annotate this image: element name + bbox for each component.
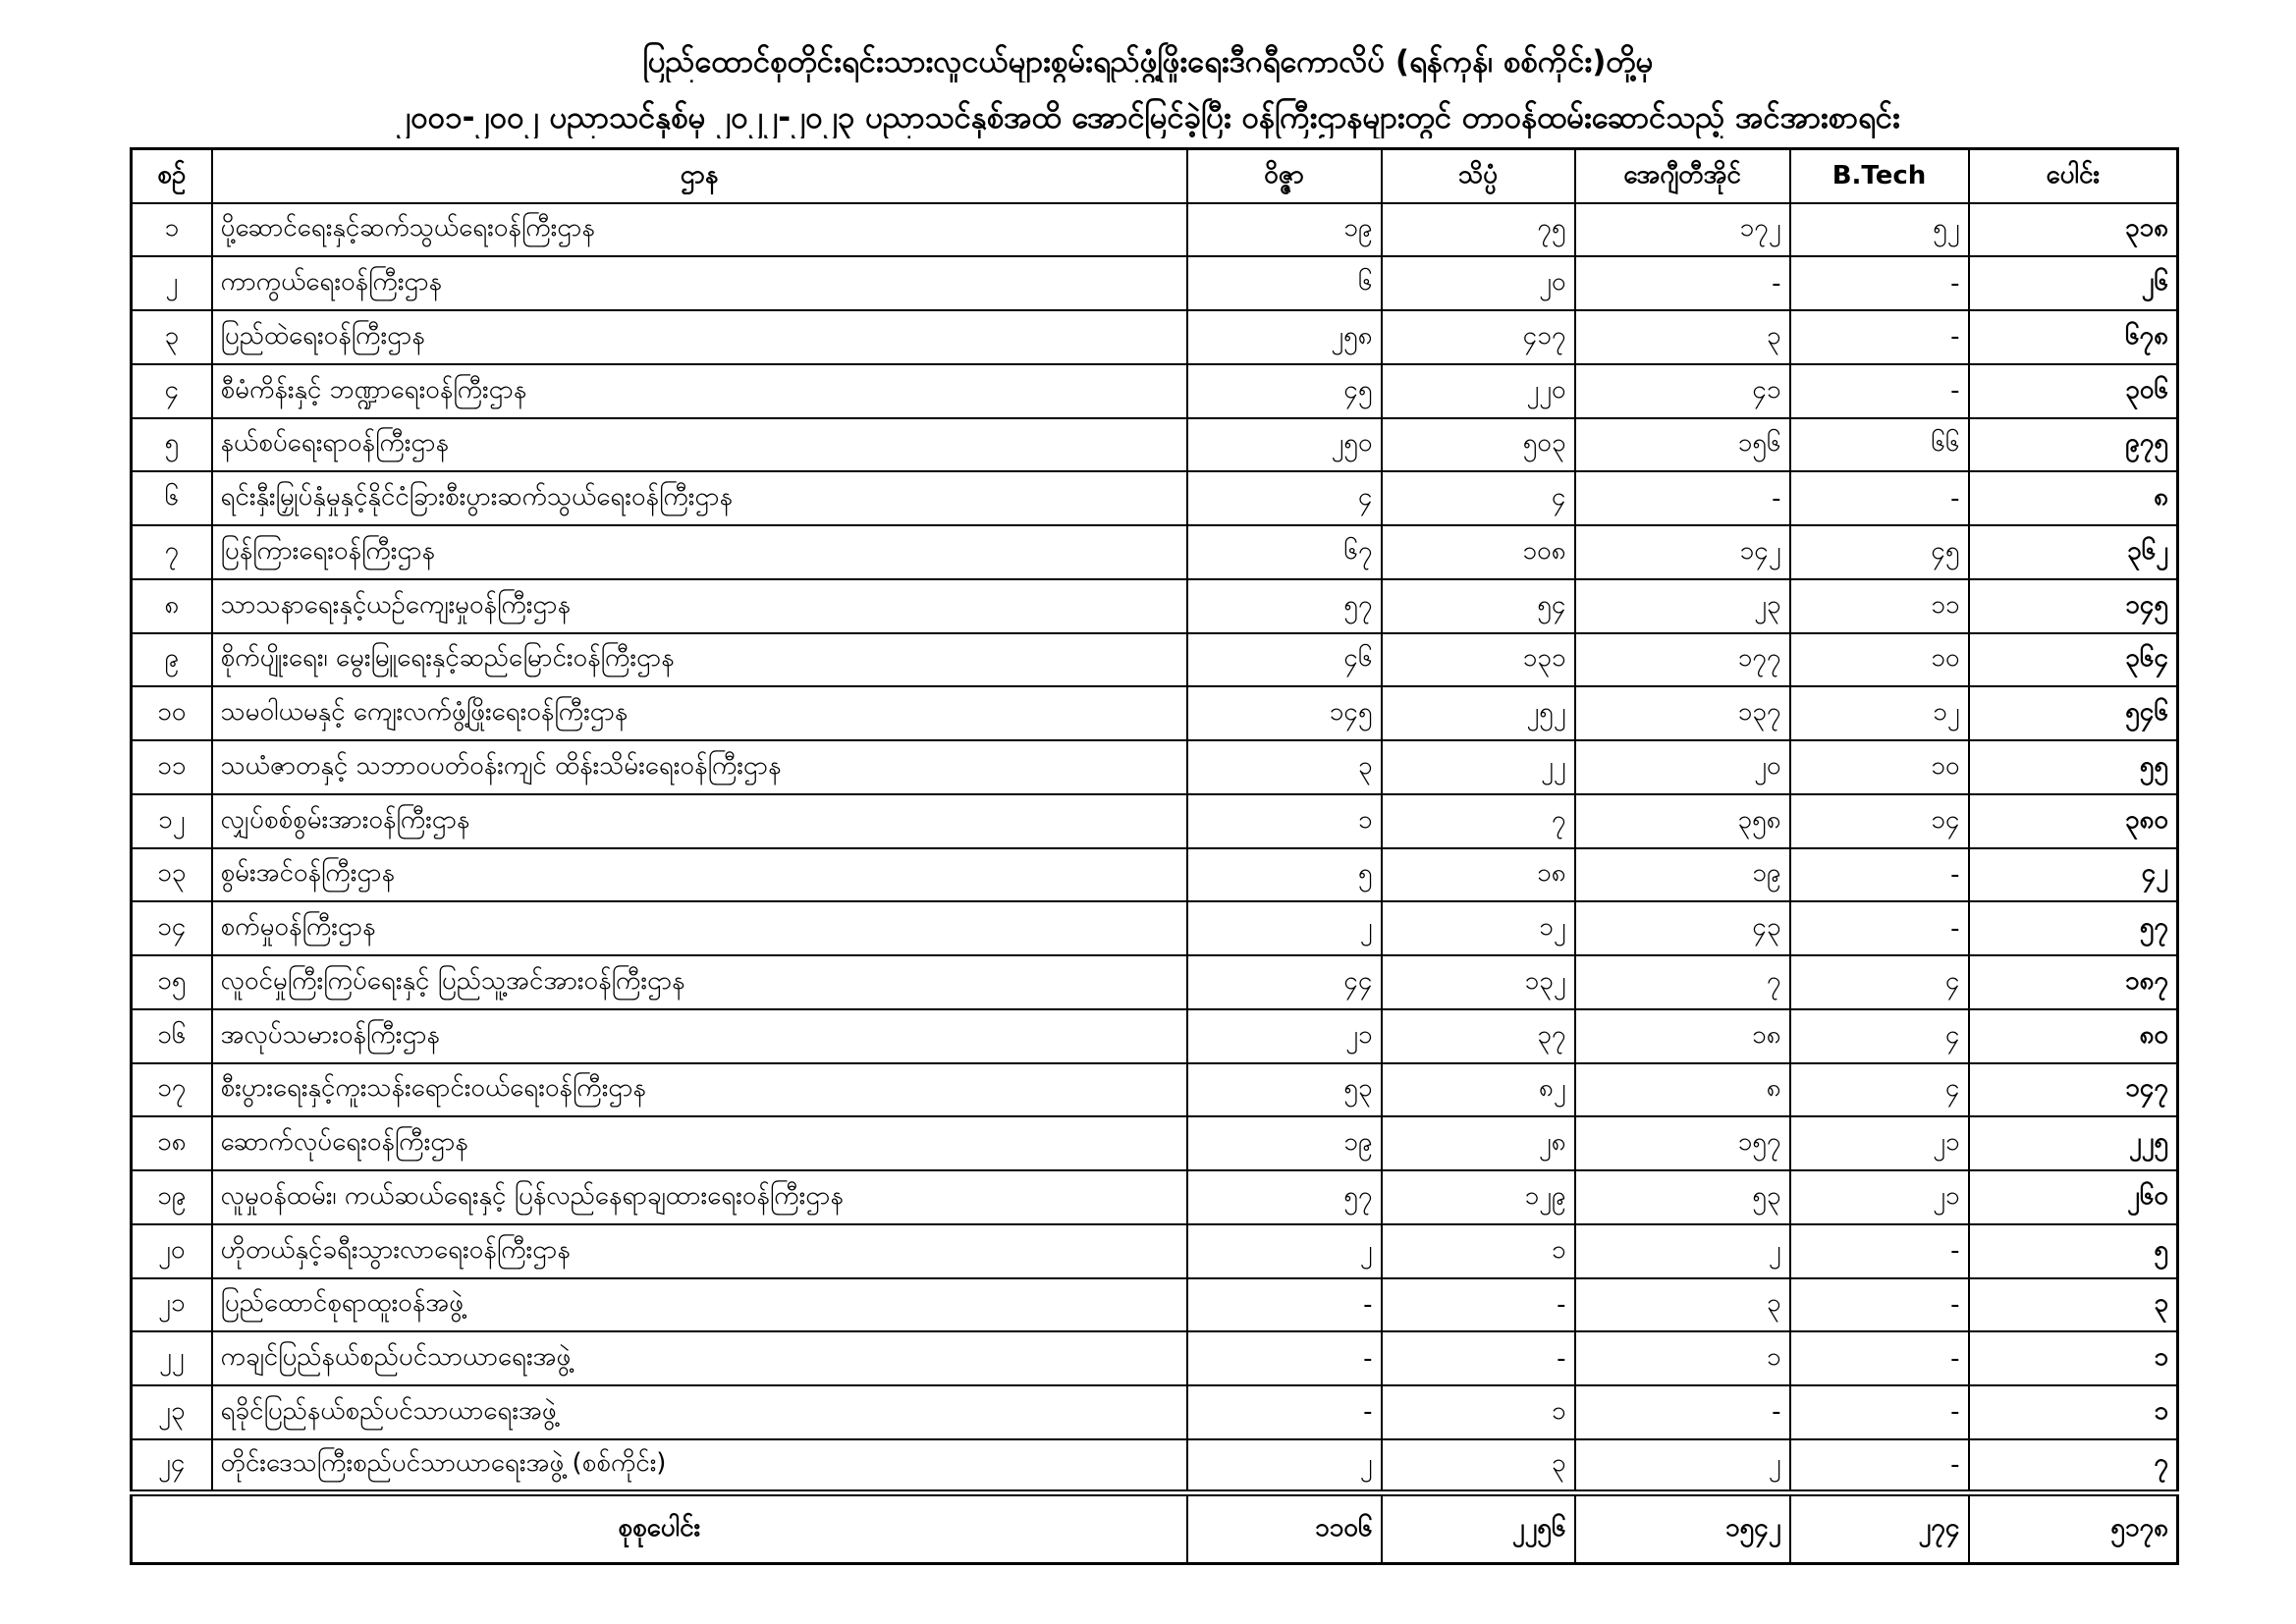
table-row bbox=[132, 1439, 2178, 1493]
table-row bbox=[132, 1385, 2178, 1439]
header-agti: အေဂျီတီအိုင် bbox=[1575, 149, 1790, 203]
grand-total-label: စုစုပေါင်း bbox=[132, 1493, 1187, 1564]
table-row bbox=[132, 1116, 2178, 1170]
row-total-cell: ၅ bbox=[1969, 1224, 2178, 1278]
row-total-cell: ၉၇၅ bbox=[1969, 418, 2178, 472]
department-cell: ရင်းနှီးမြှုပ်နှံမှုနှင့်နိုင်ငံခြားစီးပွားဆက်သွယ်ရေးဝန်ကြီးဌာန bbox=[212, 471, 1187, 525]
table-row bbox=[132, 471, 2178, 525]
agti-cell: ၂ bbox=[1575, 1224, 1790, 1278]
arts-cell: ၂၅၀ bbox=[1187, 418, 1382, 472]
grand-total-science: ၂၂၅၆ bbox=[1382, 1493, 1575, 1564]
agti-cell: ၅၃ bbox=[1575, 1170, 1790, 1224]
serial-cell: ၁၁ bbox=[132, 740, 212, 794]
science-cell: ၂၀ bbox=[1382, 256, 1575, 310]
arts-cell: ၆၇ bbox=[1187, 525, 1382, 579]
serial-cell: ၆ bbox=[132, 471, 212, 525]
row-total-cell: ၈ bbox=[1969, 471, 2178, 525]
serial-cell: ၄ bbox=[132, 364, 212, 418]
department-cell: စီးပွားရေးနှင့်ကူးသန်းရောင်းဝယ်ရေးဝန်ကြီးဌာန bbox=[212, 1063, 1187, 1117]
arts-cell: ၁၉ bbox=[1187, 203, 1382, 257]
agti-cell: ၄၁ bbox=[1575, 364, 1790, 418]
science-cell: ၁၀၈ bbox=[1382, 525, 1575, 579]
department-cell: စက်မှုဝန်ကြီးဌာန bbox=[212, 901, 1187, 955]
arts-cell: - bbox=[1187, 1331, 1382, 1385]
btech-cell: ၁၀ bbox=[1790, 633, 1969, 687]
btech-cell: - bbox=[1790, 1278, 1969, 1332]
department-cell: ပြန်ကြားရေးဝန်ကြီးဌာန bbox=[212, 525, 1187, 579]
science-cell: ၂၅၂ bbox=[1382, 686, 1575, 740]
table-row bbox=[132, 901, 2178, 955]
department-cell: ဆောက်လုပ်ရေးဝန်ကြီးဌာန bbox=[212, 1116, 1187, 1170]
table-row bbox=[132, 310, 2178, 364]
science-cell: ၁၈ bbox=[1382, 848, 1575, 902]
header-department: ဌာန bbox=[212, 149, 1187, 203]
personnel-table bbox=[130, 147, 2179, 1565]
department-cell: ရခိုင်ပြည်နယ်စည်ပင်သာယာရေးအဖွဲ့ bbox=[212, 1385, 1187, 1439]
serial-cell: ၁၇ bbox=[132, 1063, 212, 1117]
agti-cell: ၂၀ bbox=[1575, 740, 1790, 794]
btech-cell: ၄၅ bbox=[1790, 525, 1969, 579]
arts-cell: ၄ bbox=[1187, 471, 1382, 525]
table-row bbox=[132, 1331, 2178, 1385]
arts-cell: ၅၇ bbox=[1187, 1170, 1382, 1224]
row-total-cell: ၁၄၅ bbox=[1969, 579, 2178, 633]
arts-cell: ၅၇ bbox=[1187, 579, 1382, 633]
department-cell: ဟိုတယ်နှင့်ခရီးသွားလာရေးဝန်ကြီးဌာန bbox=[212, 1224, 1187, 1278]
serial-cell: ၈ bbox=[132, 579, 212, 633]
arts-cell: ၂၁ bbox=[1187, 1009, 1382, 1063]
science-cell: ၇ bbox=[1382, 794, 1575, 848]
row-total-cell: ၁၄၇ bbox=[1969, 1063, 2178, 1117]
science-cell: ၄ bbox=[1382, 471, 1575, 525]
btech-cell: ၂၁ bbox=[1790, 1170, 1969, 1224]
arts-cell: ၂ bbox=[1187, 1224, 1382, 1278]
row-total-cell: ၃၀၆ bbox=[1969, 364, 2178, 418]
department-cell: ပြည်ထောင်စုရာထူးဝန်အဖွဲ့ bbox=[212, 1278, 1187, 1332]
agti-cell: ၁၅၆ bbox=[1575, 418, 1790, 472]
arts-cell: - bbox=[1187, 1278, 1382, 1332]
science-cell: ၈၂ bbox=[1382, 1063, 1575, 1117]
arts-cell: ၂၅၈ bbox=[1187, 310, 1382, 364]
table-row bbox=[132, 579, 2178, 633]
agti-cell: ၃ bbox=[1575, 1278, 1790, 1332]
agti-cell: ၈ bbox=[1575, 1063, 1790, 1117]
department-cell: ပြည်ထဲရေးဝန်ကြီးဌာန bbox=[212, 310, 1187, 364]
agti-cell: ၁၄၂ bbox=[1575, 525, 1790, 579]
title-line-1: ပြည်ထောင်စုတိုင်းရင်းသားလူငယ်များစွမ်းရည်ဖွံ့ဖြိုးရေးဒီဂရီကောလိပ် (ရန်ကုန်၊ စစ်ကိုင်း)တို့မှ bbox=[642, 44, 1654, 80]
science-cell: ၁၃၁ bbox=[1382, 633, 1575, 687]
department-cell: သယံဇာတနှင့် သဘာဝပတ်ဝန်းကျင် ထိန်းသိမ်းရေးဝန်ကြီးဌာန bbox=[212, 740, 1187, 794]
btech-cell: - bbox=[1790, 1385, 1969, 1439]
table-row bbox=[132, 203, 2178, 257]
science-cell: ၁ bbox=[1382, 1224, 1575, 1278]
serial-cell: ၂ bbox=[132, 256, 212, 310]
table-row bbox=[132, 525, 2178, 579]
serial-cell: ၂၁ bbox=[132, 1278, 212, 1332]
row-total-cell: ၄၂ bbox=[1969, 848, 2178, 902]
agti-cell: ၁၇၇ bbox=[1575, 633, 1790, 687]
agti-cell: ၁ bbox=[1575, 1331, 1790, 1385]
serial-cell: ၁၅ bbox=[132, 955, 212, 1009]
row-total-cell: ၃၆၄ bbox=[1969, 633, 2178, 687]
serial-cell: ၉ bbox=[132, 633, 212, 687]
serial-cell: ၂၄ bbox=[132, 1439, 212, 1493]
btech-cell: - bbox=[1790, 364, 1969, 418]
agti-cell: ၂၃ bbox=[1575, 579, 1790, 633]
row-total-cell: ၂၆ bbox=[1969, 256, 2178, 310]
department-cell: စိုက်ပျိုးရေး၊ မွေးမြူရေးနှင့်ဆည်မြောင်းဝန်ကြီးဌာန bbox=[212, 633, 1187, 687]
department-cell: လူမှုဝန်ထမ်း၊ ကယ်ဆယ်ရေးနှင့် ပြန်လည်နေရာချထားရေးဝန်ကြီးဌာန bbox=[212, 1170, 1187, 1224]
science-cell: ၂၈ bbox=[1382, 1116, 1575, 1170]
science-cell: ၄၁၇ bbox=[1382, 310, 1575, 364]
science-cell: ၁ bbox=[1382, 1385, 1575, 1439]
row-total-cell: ၃၈၀ bbox=[1969, 794, 2178, 848]
arts-cell: ၄၆ bbox=[1187, 633, 1382, 687]
arts-cell: ၁၉ bbox=[1187, 1116, 1382, 1170]
table-row bbox=[132, 955, 2178, 1009]
science-cell: ၅၀၃ bbox=[1382, 418, 1575, 472]
table-row bbox=[132, 633, 2178, 687]
table-row bbox=[132, 1063, 2178, 1117]
btech-cell: - bbox=[1790, 310, 1969, 364]
science-cell: ၁၂၉ bbox=[1382, 1170, 1575, 1224]
arts-cell: - bbox=[1187, 1385, 1382, 1439]
btech-cell: ၅၂ bbox=[1790, 203, 1969, 257]
btech-cell: - bbox=[1790, 256, 1969, 310]
row-total-cell: ၁၈၇ bbox=[1969, 955, 2178, 1009]
btech-cell: - bbox=[1790, 848, 1969, 902]
serial-cell: ၁၃ bbox=[132, 848, 212, 902]
title-line-2: ၂၀၀၁-၂၀၀၂ ပညာသင်နှစ်မှ ၂၀၂၂-၂၀၂၃ ပညာသင်နှစ်အထိ အောင်မြင်ခဲ့ပြီး ဝန်ကြီးဌာနများတွင် တာဝန်ထမ်းဆောင်သည့် အင်အားစာရင်း bbox=[396, 100, 1900, 135]
serial-cell: ၂၂ bbox=[132, 1331, 212, 1385]
agti-cell: ၄၃ bbox=[1575, 901, 1790, 955]
department-cell: ကချင်ပြည်နယ်စည်ပင်သာယာရေးအဖွဲ့ bbox=[212, 1331, 1187, 1385]
arts-cell: ၆ bbox=[1187, 256, 1382, 310]
btech-cell: ၄ bbox=[1790, 955, 1969, 1009]
grand-total-row bbox=[132, 1493, 2178, 1564]
department-cell: နယ်စပ်ရေးရာဝန်ကြီးဌာန bbox=[212, 418, 1187, 472]
table-row bbox=[132, 256, 2178, 310]
btech-cell: ၄ bbox=[1790, 1009, 1969, 1063]
row-total-cell: ၂၂၅ bbox=[1969, 1116, 2178, 1170]
row-total-cell: ၅၇ bbox=[1969, 901, 2178, 955]
serial-cell: ၂၃ bbox=[132, 1385, 212, 1439]
table-row bbox=[132, 1278, 2178, 1332]
serial-cell: ၁ bbox=[132, 203, 212, 257]
agti-cell: - bbox=[1575, 256, 1790, 310]
science-cell: ၇၅ bbox=[1382, 203, 1575, 257]
department-cell: တိုင်းဒေသကြီးစည်ပင်သာယာရေးအဖွဲ့ (စစ်ကိုင်း) bbox=[212, 1439, 1187, 1493]
department-cell: စွမ်းအင်ဝန်ကြီးဌာန bbox=[212, 848, 1187, 902]
btech-cell: ၂၁ bbox=[1790, 1116, 1969, 1170]
arts-cell: ၁ bbox=[1187, 794, 1382, 848]
department-cell: လူဝင်မှုကြီးကြပ်ရေးနှင့် ပြည်သူ့အင်အားဝန်ကြီးဌာန bbox=[212, 955, 1187, 1009]
table-row bbox=[132, 794, 2178, 848]
grand-total-agti: ၁၅၄၂ bbox=[1575, 1493, 1790, 1564]
agti-cell: ၃ bbox=[1575, 310, 1790, 364]
btech-cell: ၄ bbox=[1790, 1063, 1969, 1117]
table-row bbox=[132, 740, 2178, 794]
arts-cell: ၄၄ bbox=[1187, 955, 1382, 1009]
arts-cell: ၁၄၅ bbox=[1187, 686, 1382, 740]
row-total-cell: ၅၅ bbox=[1969, 740, 2178, 794]
arts-cell: ၄၅ bbox=[1187, 364, 1382, 418]
row-total-cell: ၃၆၂ bbox=[1969, 525, 2178, 579]
agti-cell: ၁၈ bbox=[1575, 1009, 1790, 1063]
row-total-cell: ၃၁၈ bbox=[1969, 203, 2178, 257]
serial-cell: ၁၀ bbox=[132, 686, 212, 740]
row-total-cell: ၂၆၀ bbox=[1969, 1170, 2178, 1224]
btech-cell: ၁၄ bbox=[1790, 794, 1969, 848]
agti-cell: ၃၅၈ bbox=[1575, 794, 1790, 848]
header-arts: ဝိဇ္ဇာ bbox=[1187, 149, 1382, 203]
btech-cell: ၆၆ bbox=[1790, 418, 1969, 472]
row-total-cell: ၈၀ bbox=[1969, 1009, 2178, 1063]
agti-cell: ၁၉ bbox=[1575, 848, 1790, 902]
table-row bbox=[132, 1224, 2178, 1278]
agti-cell: - bbox=[1575, 1385, 1790, 1439]
serial-cell: ၁၄ bbox=[132, 901, 212, 955]
table-row bbox=[132, 848, 2178, 902]
header-science: သိပ္ပံ bbox=[1382, 149, 1575, 203]
btech-cell: - bbox=[1790, 1439, 1969, 1493]
row-total-cell: ၇ bbox=[1969, 1439, 2178, 1493]
science-cell: - bbox=[1382, 1278, 1575, 1332]
arts-cell: ၃ bbox=[1187, 740, 1382, 794]
grand-total-arts: ၁၁၀၆ bbox=[1187, 1493, 1382, 1564]
header-row bbox=[132, 149, 2178, 203]
row-total-cell: ၁ bbox=[1969, 1331, 2178, 1385]
arts-cell: ၂ bbox=[1187, 1439, 1382, 1493]
serial-cell: ၁၆ bbox=[132, 1009, 212, 1063]
grand-total-btech: ၂၇၄ bbox=[1790, 1493, 1969, 1564]
science-cell: - bbox=[1382, 1331, 1575, 1385]
table-row bbox=[132, 1170, 2178, 1224]
agti-cell: ၁၅၇ bbox=[1575, 1116, 1790, 1170]
department-cell: သမဝါယမနှင့် ကျေးလက်ဖွံ့ဖြိုးရေးဝန်ကြီးဌာန bbox=[212, 686, 1187, 740]
btech-cell: - bbox=[1790, 1224, 1969, 1278]
agti-cell: ၂ bbox=[1575, 1439, 1790, 1493]
btech-cell: - bbox=[1790, 901, 1969, 955]
header-btech: B.Tech bbox=[1790, 149, 1969, 203]
serial-cell: ၁၈ bbox=[132, 1116, 212, 1170]
department-cell: ကာကွယ်ရေးဝန်ကြီးဌာန bbox=[212, 256, 1187, 310]
serial-cell: ၇ bbox=[132, 525, 212, 579]
btech-cell: ၁၁ bbox=[1790, 579, 1969, 633]
agti-cell: - bbox=[1575, 471, 1790, 525]
table-row bbox=[132, 418, 2178, 472]
science-cell: ၁၃၂ bbox=[1382, 955, 1575, 1009]
science-cell: ၂၂ bbox=[1382, 740, 1575, 794]
department-cell: ပို့ဆောင်ရေးနှင့်ဆက်သွယ်ရေးဝန်ကြီးဌာန bbox=[212, 203, 1187, 257]
arts-cell: ၂ bbox=[1187, 901, 1382, 955]
science-cell: ၂၂၀ bbox=[1382, 364, 1575, 418]
serial-cell: ၁၉ bbox=[132, 1170, 212, 1224]
row-total-cell: ၃ bbox=[1969, 1278, 2178, 1332]
arts-cell: ၅ bbox=[1187, 848, 1382, 902]
btech-cell: - bbox=[1790, 1331, 1969, 1385]
row-total-cell: ၁ bbox=[1969, 1385, 2178, 1439]
serial-cell: ၃ bbox=[132, 310, 212, 364]
table-row bbox=[132, 686, 2178, 740]
department-cell: လျှပ်စစ်စွမ်းအားဝန်ကြီးဌာန bbox=[212, 794, 1187, 848]
btech-cell: ၁၀ bbox=[1790, 740, 1969, 794]
agti-cell: ၁၃၇ bbox=[1575, 686, 1790, 740]
table-row bbox=[132, 1009, 2178, 1063]
serial-cell: ၅ bbox=[132, 418, 212, 472]
row-total-cell: ၆၇၈ bbox=[1969, 310, 2178, 364]
serial-cell: ၂၀ bbox=[132, 1224, 212, 1278]
department-cell: သာသနာရေးနှင့်ယဉ်ကျေးမှုဝန်ကြီးဌာန bbox=[212, 579, 1187, 633]
arts-cell: ၅၃ bbox=[1187, 1063, 1382, 1117]
science-cell: ၃ bbox=[1382, 1439, 1575, 1493]
table-row bbox=[132, 364, 2178, 418]
row-total-cell: ၅၄၆ bbox=[1969, 686, 2178, 740]
agti-cell: ၇ bbox=[1575, 955, 1790, 1009]
btech-cell: ၁၂ bbox=[1790, 686, 1969, 740]
table-body bbox=[132, 203, 2178, 1493]
grand-total-sum: ၅၁၇၈ bbox=[1969, 1493, 2178, 1564]
serial-cell: ၁၂ bbox=[132, 794, 212, 848]
science-cell: ၁၂ bbox=[1382, 901, 1575, 955]
department-cell: စီမံကိန်းနှင့် ဘဏ္ဍာရေးဝန်ကြီးဌာန bbox=[212, 364, 1187, 418]
header-total: ပေါင်း bbox=[1969, 149, 2178, 203]
header-serial: စဉ် bbox=[132, 149, 212, 203]
science-cell: ၅၄ bbox=[1382, 579, 1575, 633]
agti-cell: ၁၇၂ bbox=[1575, 203, 1790, 257]
btech-cell: - bbox=[1790, 471, 1969, 525]
science-cell: ၃၇ bbox=[1382, 1009, 1575, 1063]
department-cell: အလုပ်သမားဝန်ကြီးဌာန bbox=[212, 1009, 1187, 1063]
